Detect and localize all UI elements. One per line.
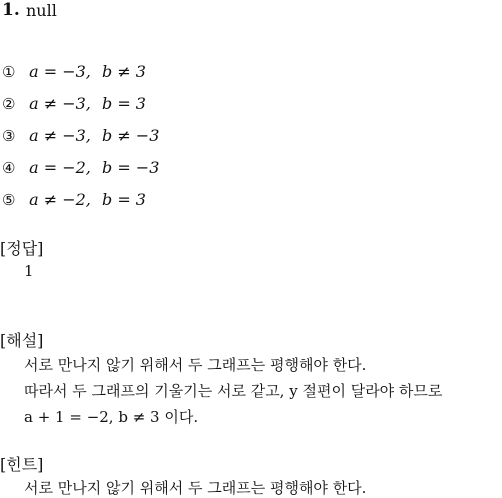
answer-value: 1 (24, 262, 34, 280)
explanation-line-1: 서로 만나지 않기 위해서 두 그래프는 평행해야 한다. (24, 356, 367, 374)
option-marker: ① (2, 63, 16, 81)
option-3[interactable] (2, 126, 159, 145)
option-marker: ⑤ (2, 191, 16, 209)
option-b-condition: b = 3 (101, 190, 146, 209)
question-text: null (26, 1, 57, 20)
explanation-line-2: 따라서 두 그래프의 기울기는 서로 같고, y 절편이 달라야 하므로 (24, 382, 443, 400)
hint-label: [힌트] (0, 455, 44, 474)
option-b-condition: b ≠ 3 (101, 62, 146, 81)
explanation-line-3: a + 1 = −2, b ≠ 3 이다. (24, 408, 199, 426)
option-1[interactable] (2, 62, 146, 81)
hint-line-1: 서로 만나지 않기 위해서 두 그래프는 평행해야 한다. (24, 479, 367, 497)
option-marker: ③ (2, 127, 16, 145)
option-b-condition: b ≠ −3 (101, 126, 160, 145)
answer-label: [정답] (0, 239, 44, 258)
option-a-condition: a ≠ −3, (29, 126, 91, 145)
option-5[interactable] (2, 190, 146, 209)
option-a-condition: a ≠ −3, (29, 94, 91, 113)
question-number: 1. (2, 0, 20, 20)
option-4[interactable] (2, 158, 159, 177)
option-2[interactable] (2, 94, 146, 113)
option-a-condition: a = −3, (29, 62, 91, 81)
explanation-label: [해설] (0, 331, 44, 350)
option-b-condition: b = 3 (101, 94, 146, 113)
option-a-condition: a = −2, (29, 158, 91, 177)
option-marker: ④ (2, 159, 16, 177)
option-marker: ② (2, 95, 16, 113)
option-b-condition: b = −3 (101, 158, 160, 177)
option-a-condition: a ≠ −2, (29, 190, 91, 209)
